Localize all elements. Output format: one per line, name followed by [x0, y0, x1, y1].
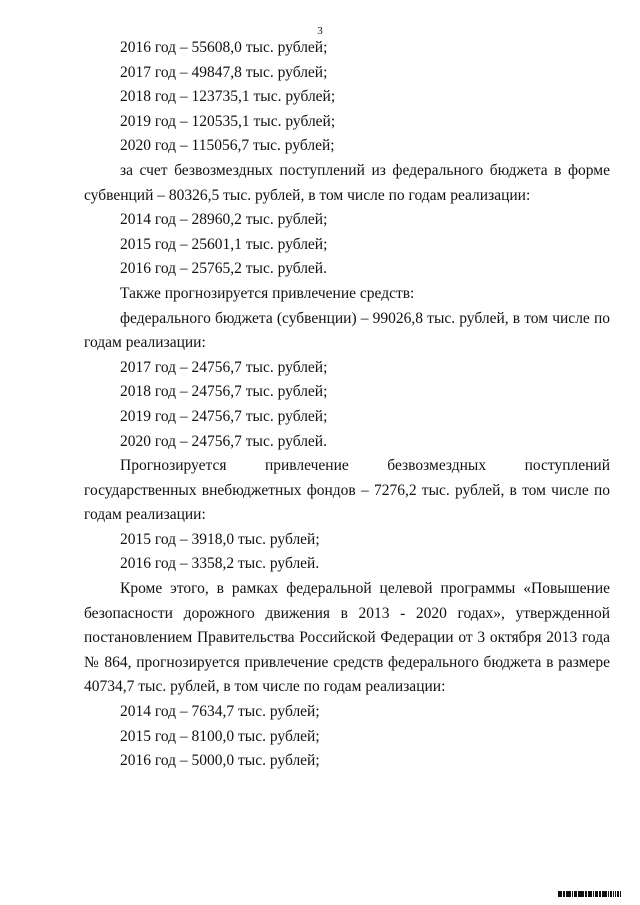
paragraph: Прогнозируется привлечение безвозмездных поступлений государственных внебюджетных фондов – 7276,2 тыс. рублей, в том числе по годам реализации:: [84, 457, 610, 524]
paragraph: 2018 год – 123735,1 тыс. рублей;: [120, 88, 336, 106]
paragraph: 2016 год – 5000,0 тыс. рублей;: [120, 752, 320, 770]
paragraph: 2014 год – 28960,2 тыс. рублей;: [120, 211, 328, 229]
paragraph: 2016 год – 55608,0 тыс. рублей;: [120, 39, 328, 56]
paragraph: 2019 год – 24756,7 тыс. рублей;: [120, 407, 328, 425]
paragraph: 2019 год – 120535,1 тыс. рублей;: [120, 112, 336, 130]
paragraph: 2020 год – 115056,7 тыс. рублей;: [120, 137, 335, 155]
paragraph: 2016 год – 3358,2 тыс. рублей.: [120, 555, 320, 573]
page-number: 3: [317, 25, 323, 37]
paragraph: 2017 год – 24756,7 тыс. рублей;: [120, 358, 328, 376]
paragraph: за счет безвозмездных поступлений из федерального бюджета в форме субвенций – 80326,5 тыс. рублей, в том числе по годам реализации:: [84, 161, 610, 204]
paragraph: 2014 год – 7634,7 тыс. рублей;: [120, 703, 320, 721]
paragraph: 2020 год – 24756,7 тыс. рублей.: [120, 432, 327, 450]
paragraph: Также прогнозируется привлечение средств:: [120, 284, 415, 302]
paragraph: Кроме этого, в рамках федеральной целевой программы «Повышение безопасности дорожного движения в 2013 - 2020 годах», утвержденной постановлением Правительства Российской Федерации от 3 октября 2013 года № 864, прогнозируется привлечение средств федерального бюджета в размере 40734,7 тыс. рублей, в том числе по годам реализации:: [84, 580, 610, 696]
paragraph: 2017 год – 49847,8 тыс. рублей;: [120, 63, 328, 81]
paragraph: 2015 год – 3918,0 тыс. рублей;: [120, 530, 320, 548]
barcode-mark: [558, 887, 630, 897]
paragraph: 2016 год – 25765,2 тыс. рублей.: [120, 260, 327, 278]
paragraph: 2018 год – 24756,7 тыс. рублей;: [120, 383, 328, 401]
paragraph: федерального бюджета (субвенции) – 99026,8 тыс. рублей, в том числе по годам реализации:: [84, 309, 610, 352]
paragraph: 2015 год – 8100,0 тыс. рублей;: [120, 727, 320, 745]
document-body: [84, 36, 610, 774]
paragraph: 2015 год – 25601,1 тыс. рублей;: [120, 235, 328, 253]
